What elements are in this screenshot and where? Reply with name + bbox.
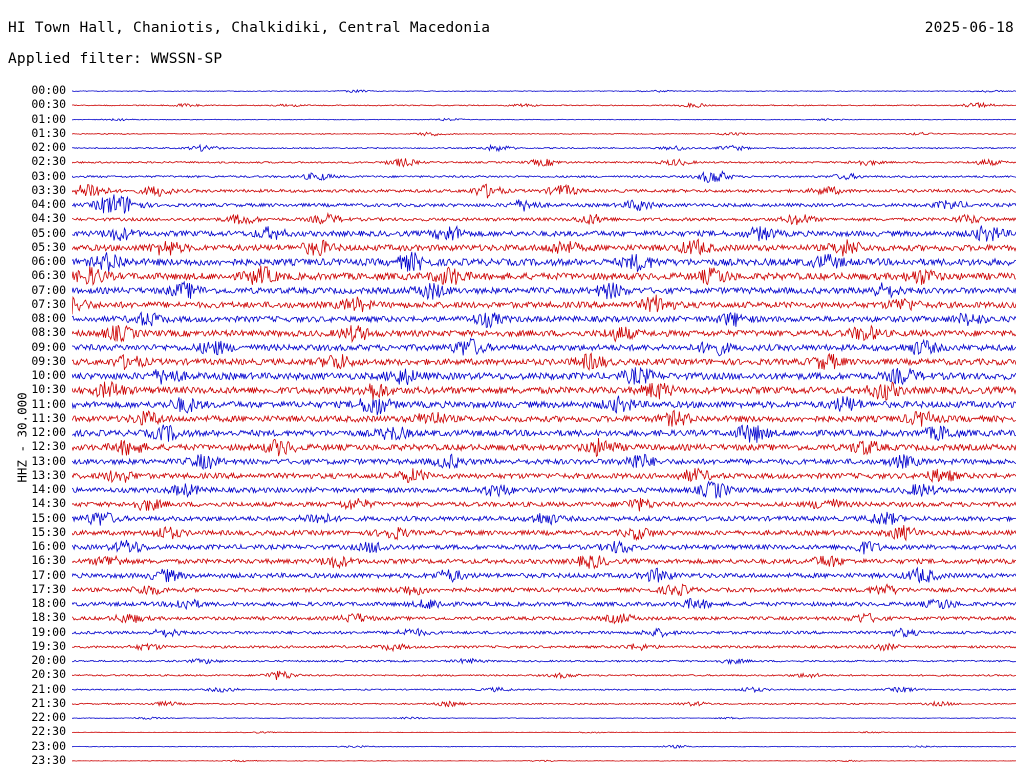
- trace-1400: [72, 482, 1016, 499]
- time-label: 03:00: [31, 168, 66, 183]
- time-label: 15:00: [31, 510, 66, 525]
- time-label: 01:00: [31, 111, 66, 126]
- time-label: 14:00: [31, 482, 66, 497]
- time-label: 19:30: [31, 638, 66, 653]
- time-label: 16:30: [31, 553, 66, 568]
- y-axis-label: HHZ - 30.000: [14, 392, 30, 483]
- time-label: 02:00: [31, 140, 66, 155]
- time-label: 09:00: [31, 339, 66, 354]
- time-label: 11:30: [31, 410, 66, 425]
- trace-0530: [72, 239, 1016, 256]
- trace-1030: [72, 382, 1016, 401]
- time-label: 17:00: [31, 567, 66, 582]
- trace-1000: [72, 367, 1016, 385]
- trace-2300: [72, 745, 1016, 748]
- time-label: 18:00: [31, 596, 66, 611]
- time-label: 12:30: [31, 439, 66, 454]
- seismogram-traces: [72, 84, 1016, 768]
- trace-0900: [72, 339, 1016, 356]
- trace-1100: [72, 396, 1016, 415]
- trace-1630: [72, 556, 1016, 569]
- time-label: 08:00: [31, 311, 66, 326]
- trace-0230: [72, 158, 1016, 166]
- time-label: 22:30: [31, 724, 66, 739]
- time-label: 10:30: [31, 382, 66, 397]
- trace-1330: [72, 468, 1016, 483]
- trace-1230: [72, 438, 1016, 456]
- time-label: 03:30: [31, 182, 66, 197]
- helicorder-plot: [72, 84, 1016, 768]
- trace-2130: [72, 701, 1016, 706]
- time-label: 11:00: [31, 396, 66, 411]
- time-label: 20:00: [31, 653, 66, 668]
- time-label: 17:30: [31, 581, 66, 596]
- time-label: 14:30: [31, 496, 66, 511]
- time-label: 00:00: [31, 83, 66, 98]
- trace-1200: [72, 425, 1016, 443]
- page-title: HI Town Hall, Chaniotis, Chalkidiki, Central Macedonia: [8, 20, 491, 36]
- time-label: 05:30: [31, 239, 66, 254]
- time-label: 10:00: [31, 368, 66, 383]
- trace-0430: [72, 214, 1016, 225]
- time-label: 16:00: [31, 539, 66, 554]
- time-label: 18:30: [31, 610, 66, 625]
- trace-0000: [72, 90, 1016, 93]
- applied-filter-label: Applied filter: WWSSN-SP: [8, 51, 223, 67]
- trace-0730: [72, 295, 1016, 315]
- trace-0500: [72, 226, 1016, 242]
- trace-0100: [72, 119, 1016, 121]
- trace-2200: [72, 717, 1016, 719]
- trace-2330: [72, 760, 1016, 762]
- time-label: 06:30: [31, 268, 66, 283]
- time-label: 22:00: [31, 710, 66, 725]
- trace-0130: [72, 132, 1016, 136]
- time-label: 12:00: [31, 425, 66, 440]
- trace-2100: [72, 687, 1016, 692]
- time-label: 09:30: [31, 353, 66, 368]
- time-label: 13:30: [31, 467, 66, 482]
- time-label: 23:30: [31, 752, 66, 767]
- time-label: 19:00: [31, 624, 66, 639]
- time-label: 20:30: [31, 667, 66, 682]
- time-label: 21:00: [31, 681, 66, 696]
- trace-0800: [72, 313, 1016, 328]
- trace-0830: [72, 325, 1016, 341]
- trace-0630: [72, 266, 1016, 285]
- trace-2230: [72, 732, 1016, 734]
- time-label: 06:00: [31, 254, 66, 269]
- trace-2030: [72, 671, 1016, 680]
- time-label: 21:30: [31, 695, 66, 710]
- trace-0330: [72, 184, 1016, 198]
- trace-1700: [72, 568, 1016, 583]
- trace-0300: [72, 171, 1016, 182]
- trace-1730: [72, 584, 1016, 595]
- time-label: 00:30: [31, 97, 66, 112]
- trace-1900: [72, 628, 1016, 637]
- time-label: 07:30: [31, 296, 66, 311]
- time-label: 01:30: [31, 125, 66, 140]
- trace-0930: [72, 353, 1016, 370]
- trace-1930: [72, 644, 1016, 651]
- time-label: 13:00: [31, 453, 66, 468]
- time-label: 07:00: [31, 282, 66, 297]
- trace-0400: [72, 195, 1016, 214]
- time-label: 04:00: [31, 197, 66, 212]
- trace-1800: [72, 599, 1016, 609]
- chart-header: [0, 0, 1024, 80]
- time-label: 04:30: [31, 211, 66, 226]
- trace-2000: [72, 659, 1016, 664]
- trace-0030: [72, 103, 1016, 108]
- time-label: 02:30: [31, 154, 66, 169]
- trace-0200: [72, 145, 1016, 151]
- trace-1130: [72, 411, 1016, 427]
- trace-1830: [72, 613, 1016, 623]
- time-axis-labels: [0, 84, 70, 768]
- trace-1500: [72, 512, 1016, 526]
- time-label: 23:00: [31, 738, 66, 753]
- time-label: 05:00: [31, 225, 66, 240]
- trace-1600: [72, 540, 1016, 554]
- trace-1430: [72, 498, 1016, 511]
- trace-0600: [72, 252, 1016, 272]
- time-label: 15:30: [31, 524, 66, 539]
- trace-1530: [72, 525, 1016, 540]
- trace-0700: [72, 282, 1016, 300]
- time-label: 08:30: [31, 325, 66, 340]
- record-date: 2025-06-18: [924, 20, 1014, 36]
- trace-1300: [72, 454, 1016, 469]
